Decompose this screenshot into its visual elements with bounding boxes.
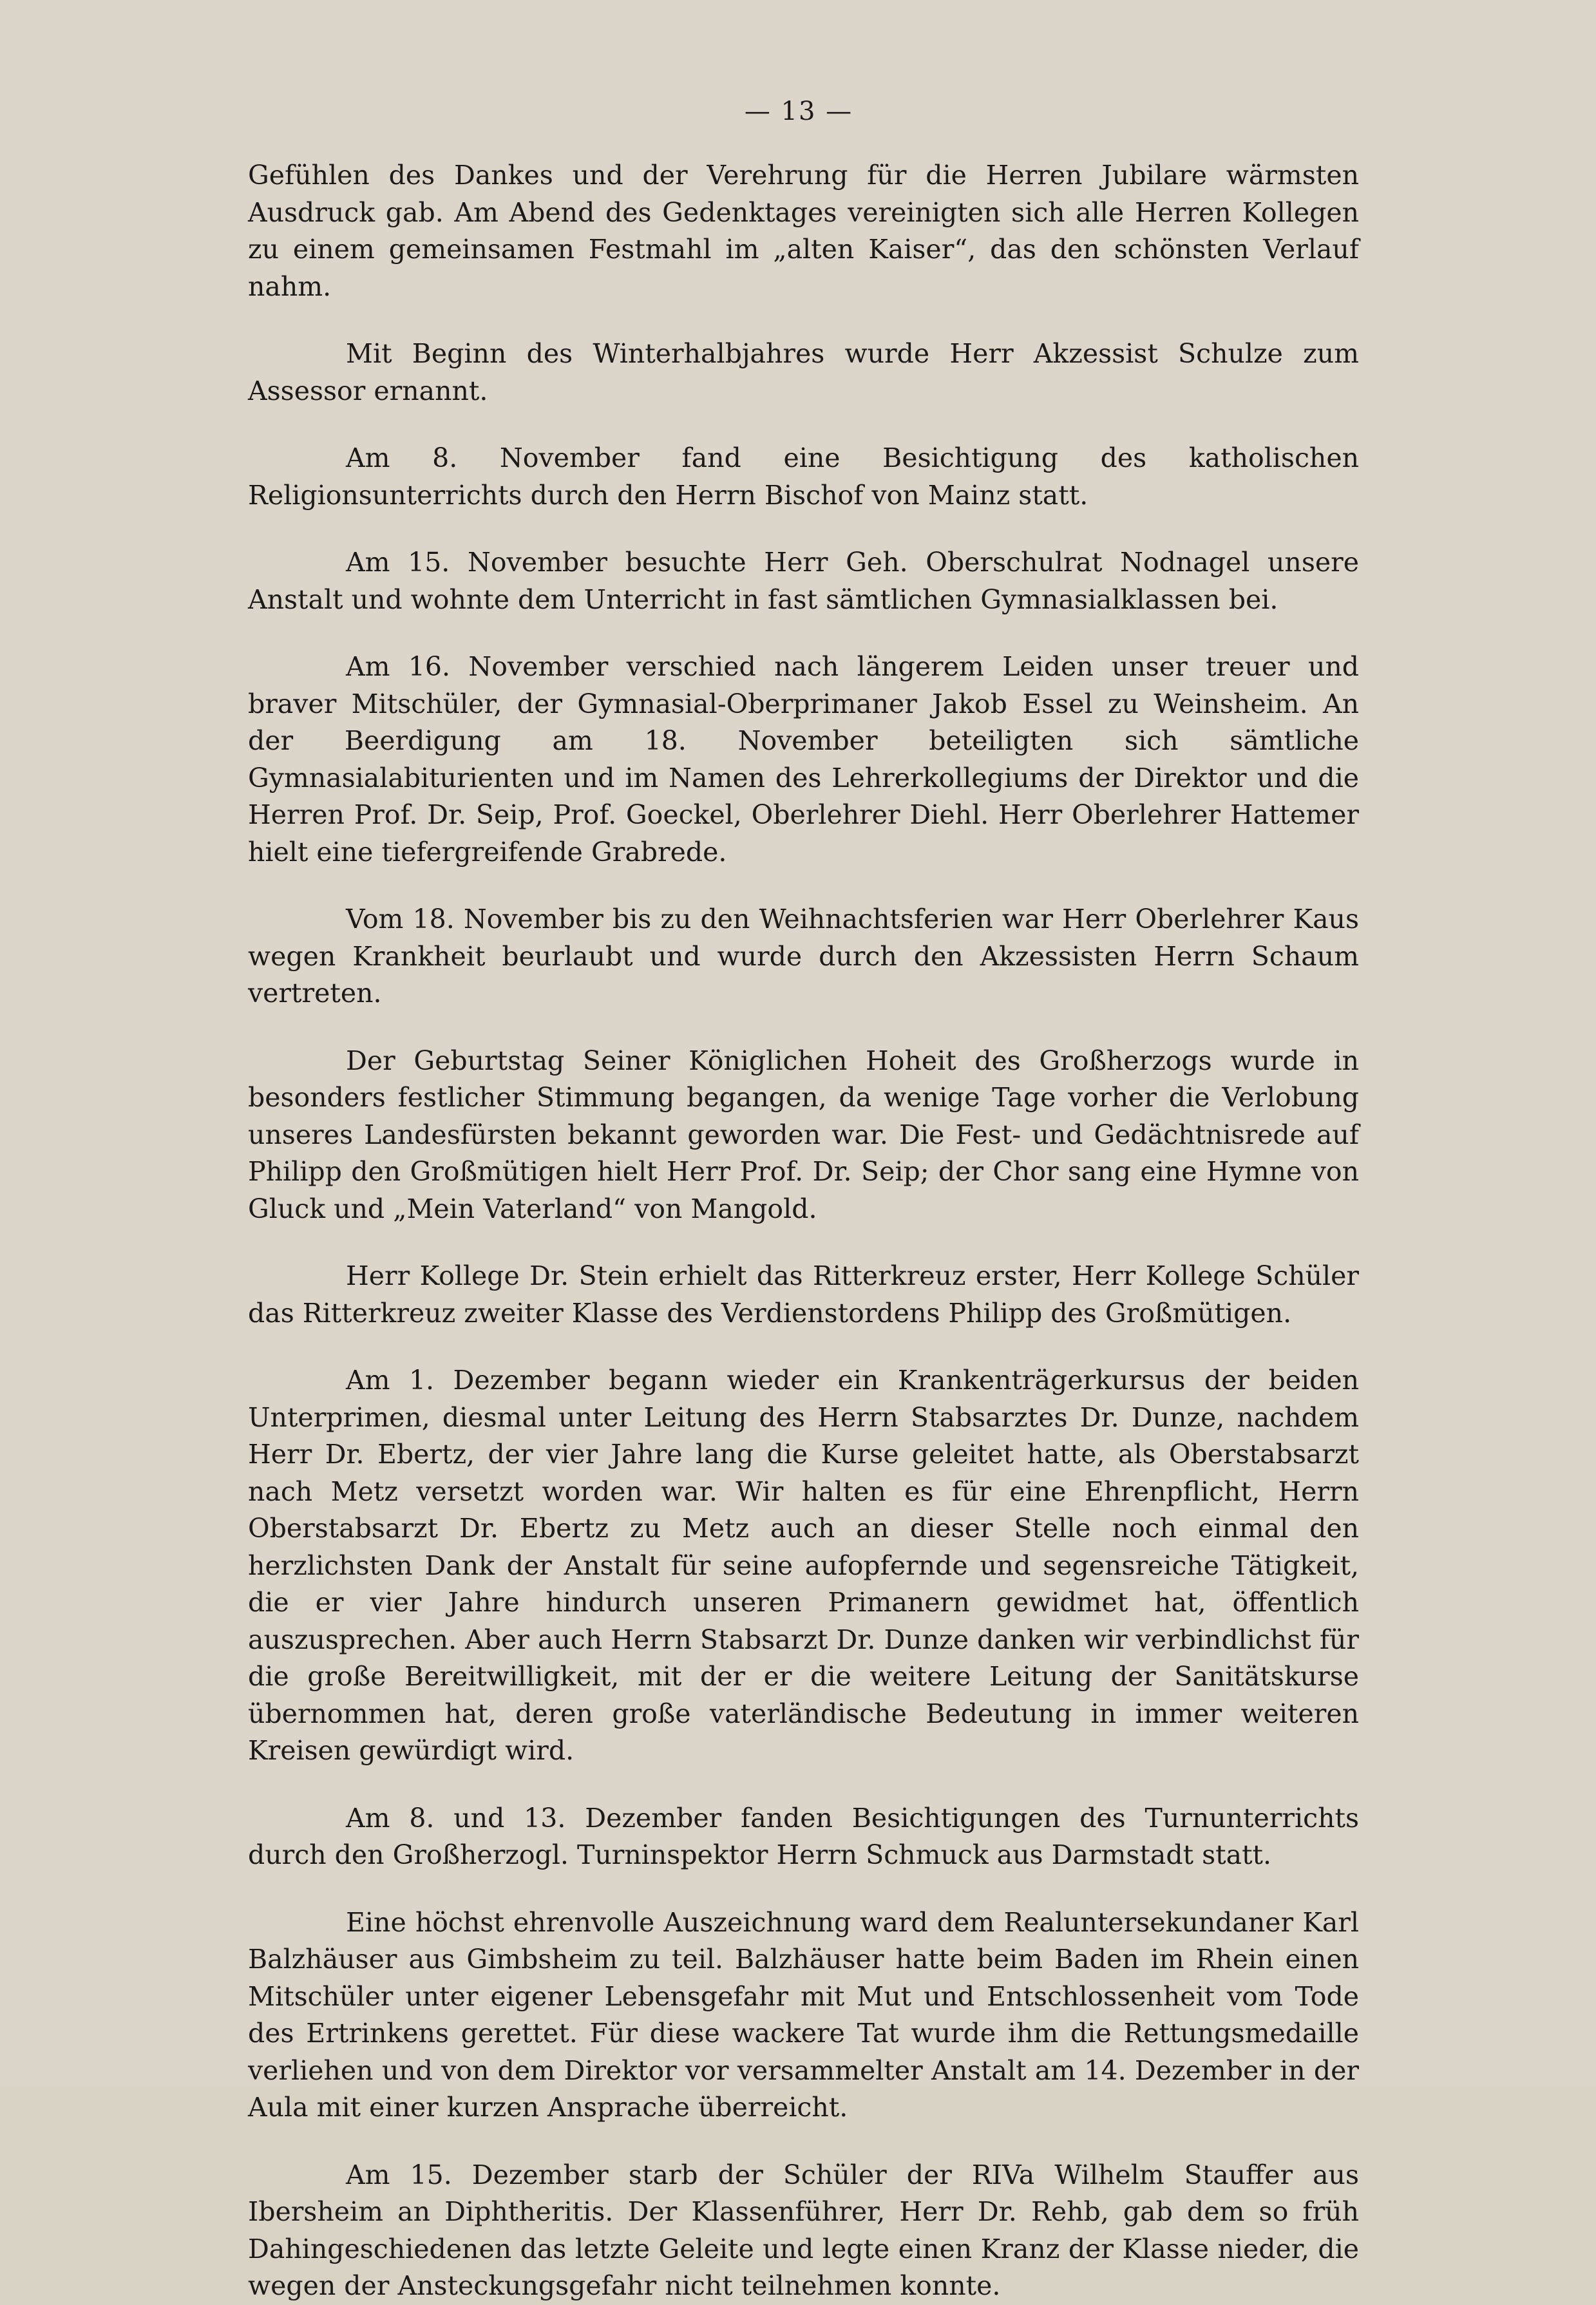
- paragraph-oberschulrat-visit: Am 15. November besuchte Herr Geh. Oberschulrat Nodnagel unsere Anstalt und wohnte dem Unterricht in fast sämtlichen Gymnasialklassen bei.: [248, 547, 1359, 615]
- paragraph-death-stauffer: Am 15. Dezember starb der Schüler der RIVa Wilhelm Stauffer aus Ibersheim an Diphtheritis. Der Klassenführer, Herr Dr. Rehb, gab dem so früh Dahingeschiedenen das letzte Geleite und legte einen Kranz der Klasse nieder, die wegen der Ansteckungsgefahr nicht teilnehmen konnte.: [248, 2159, 1359, 2301]
- paragraph-bishop-visit: Am 8. November fand eine Besichtigung des katholischen Religionsunterrichts durch den Herrn Bischof von Mainz statt.: [248, 442, 1359, 511]
- body-text: [248, 157, 1359, 2305]
- paragraph-krankentraeger: Am 1. Dezember begann wieder ein Krankenträgerkursus der beiden Unterprimen, diesmal unter Leitung des Herrn Stabsarztes Dr. Dunze, nachdem Herr Dr. Ebertz, der vier Jahre lang die Kurse geleitet hatte, als Oberstabsarzt nach Metz versetzt worden war. Wir halten es für eine Ehrenpflicht, Herrn Oberstabsarzt Dr. Ebertz zu Metz auch an dieser Stelle noch einmal den herzlichsten Dank der Anstalt für seine aufopfernde und segensreiche Tätigkeit, die er vier Jahre hindurch unseren Primanern gewidmet hat, öffentlich auszusprechen. Aber auch Herrn Stabsarzt Dr. Dunze danken wir verbindlichst für die große Bereitwilligkeit, mit der er die weitere Leitung der Sanitätskurse übernommen hat, deren große vaterländische Bedeutung in immer weiteren Kreisen gewürdigt wird.: [248, 1365, 1359, 1766]
- paragraph-birthday-grossherzog: Der Geburtstag Seiner Königlichen Hoheit des Großherzogs wurde in besonders festlicher Stimmung begangen, da wenige Tage vorher die Verlobung unseres Landesfürsten bekannt geworden war. Die Fest- und Gedächtnisrede auf Philipp den Großmütigen hielt Herr Prof. Dr. Seip; der Chor sang eine Hymne von Gluck und „Mein Vaterland“ von Mangold.: [248, 1045, 1359, 1224]
- paragraph-death-essel: Am 16. November verschied nach längerem Leiden unser treuer und braver Mitschüler, der Gymnasial-Oberprimaner Jakob Essel zu Weinsheim. An der Beerdigung am 18. November beteiligten sich sämtliche Gymnasialabiturienten und im Namen des Lehrerkollegiums der Direktor und die Herren Prof. Dr. Seip, Prof. Goeckel, Oberlehrer Diehl. Herr Oberlehrer Hattemer hielt eine tiefergreifende Grabrede.: [248, 651, 1359, 868]
- paragraph-ritterkreuz: Herr Kollege Dr. Stein erhielt das Ritterkreuz erster, Herr Kollege Schüler das Ritterkreuz zweiter Klasse des Verdienstordens Philipp des Großmütigen.: [248, 1260, 1359, 1329]
- paragraph-turnunterricht: Am 8. und 13. Dezember fanden Besichtigungen des Turnunterrichts durch den Großherzogl. Turninspektor Herrn Schmuck aus Darmstadt statt.: [248, 1802, 1359, 1870]
- paragraph-assessor: Mit Beginn des Winterhalbjahres wurde Herr Akzessist Schulze zum Assessor ernannt.: [248, 338, 1359, 406]
- paragraph-rettungsmedaille: Eine höchst ehrenvolle Auszeichnung ward dem Realuntersekundaner Karl Balzhäuser aus Gimbsheim zu teil. Balzhäuser hatte beim Baden im Rhein einen Mitschüler unter eigener Lebensgefahr mit Mut und Entschlossenheit vom Tode des Ertrinkens gerettet. Für diese wackere Tat wurde ihm die Rettungsmedaille verliehen und von dem Direktor vor versammelter Anstalt am 14. Dezember in der Aula mit einer kurzen Ansprache überreicht.: [248, 1906, 1359, 2123]
- paragraph-jubilee-festmahl: Gefühlen des Dankes und der Verehrung für die Herren Jubilare wärmsten Ausdruck gab. Am Abend des Gedenktages vereinigten sich alle Herren Kollegen zu einem gemeinsamen Festmahl im „alten Kaiser“, das den schönsten Verlauf nahm.: [248, 160, 1359, 302]
- paragraph-illness-kaus: Vom 18. November bis zu den Weihnachtsferien war Herr Oberlehrer Kaus wegen Krankheit beurlaubt und wurde durch den Akzessisten Herrn Schaum vertreten.: [248, 904, 1359, 1009]
- page-number: — 13 —: [744, 97, 853, 126]
